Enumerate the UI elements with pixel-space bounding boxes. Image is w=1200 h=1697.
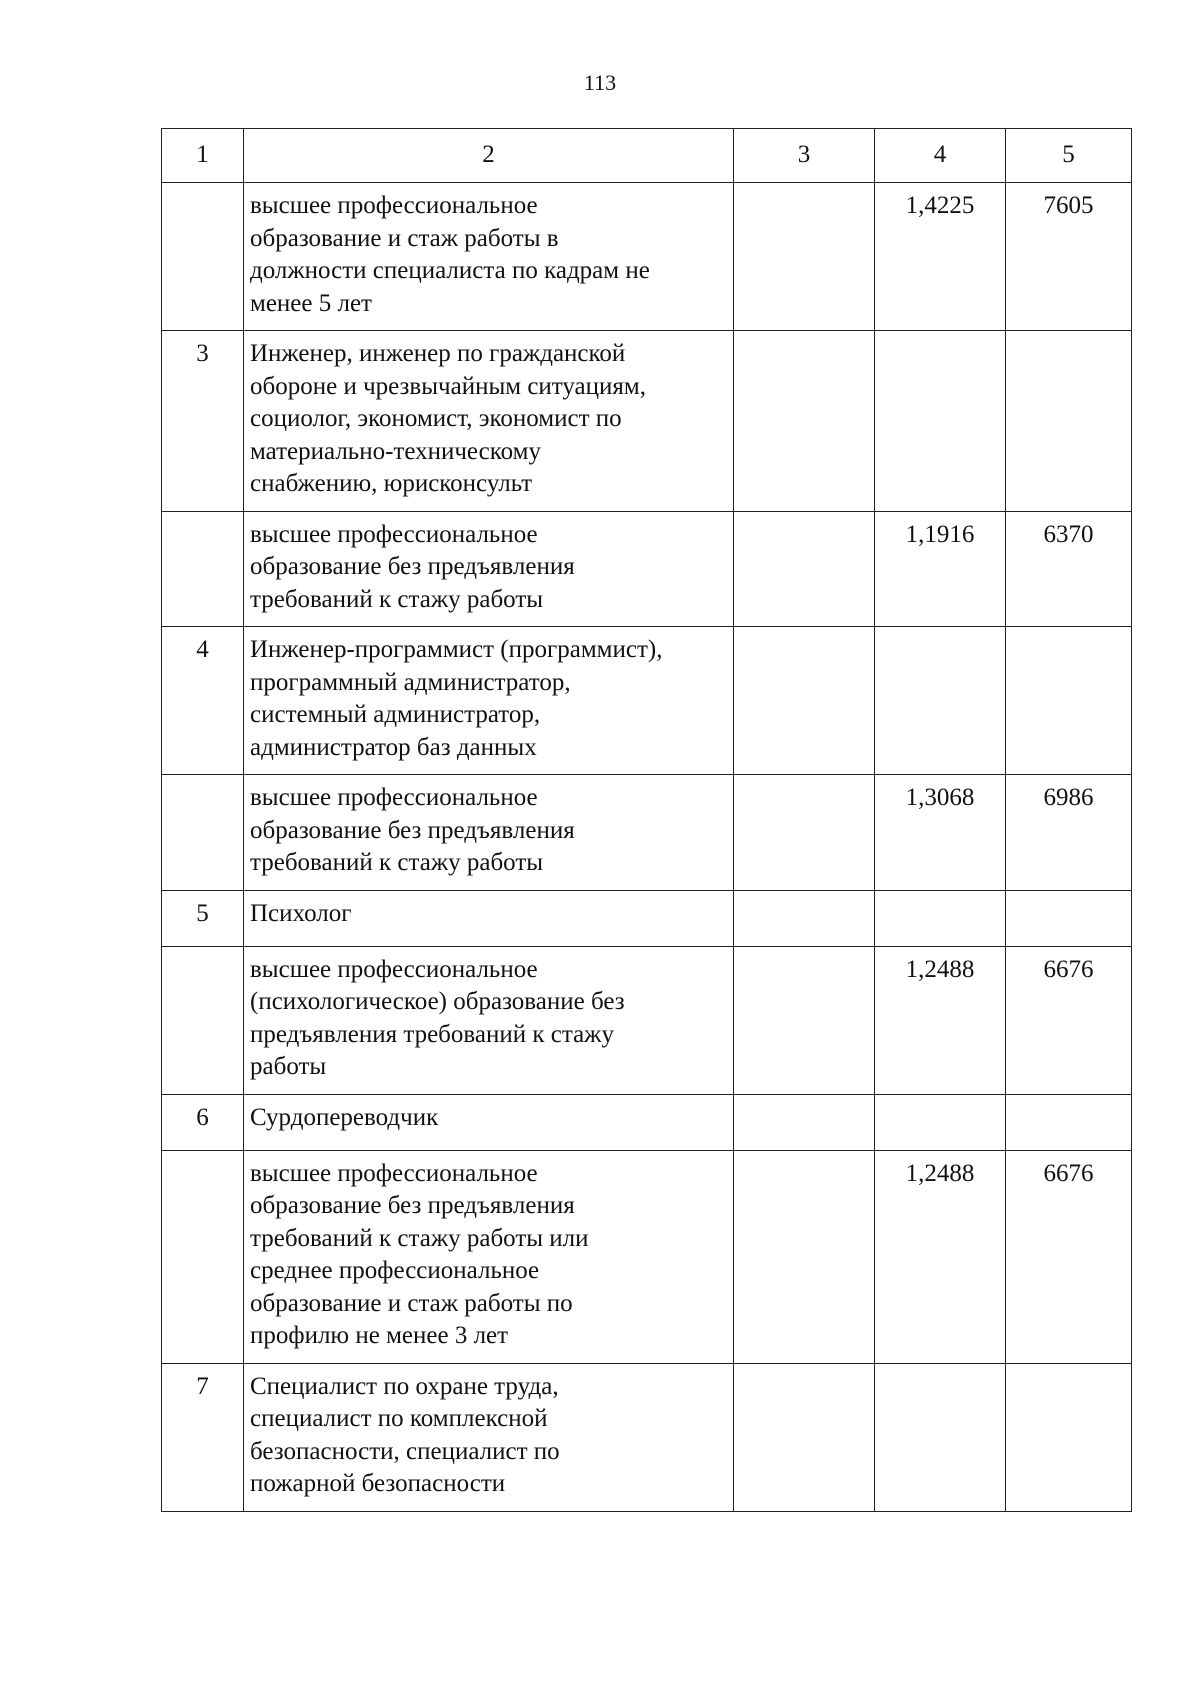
row-number	[162, 775, 244, 891]
header-col-5: 5	[1006, 129, 1132, 183]
column-3-cell	[734, 1094, 875, 1150]
coefficient-cell	[875, 331, 1006, 512]
row-number: 5	[162, 890, 244, 946]
position-description: высшее профессиональное (психологическое) образование без предъявления требований к стажу работы	[244, 946, 734, 1094]
coefficient-cell: 1,3068	[875, 775, 1006, 891]
salary-cell	[1006, 627, 1132, 775]
coefficient-cell	[875, 627, 1006, 775]
coefficient-cell: 1,1916	[875, 511, 1006, 627]
column-3-cell	[734, 331, 875, 512]
position-title: Инженер, инженер по гражданской обороне и чрезвычайным ситуациям, социолог, экономист, экономист по материально-техническому снабжению, юрисконсульт	[244, 331, 734, 512]
row-number	[162, 946, 244, 1094]
table-row	[162, 183, 1132, 331]
coefficient-cell	[875, 1094, 1006, 1150]
table-row	[162, 1094, 1132, 1150]
table-row	[162, 775, 1132, 891]
table-row	[162, 511, 1132, 627]
table-row	[162, 946, 1132, 1094]
salary-cell: 6370	[1006, 511, 1132, 627]
coefficient-cell: 1,2488	[875, 946, 1006, 1094]
column-3-cell	[734, 1363, 875, 1511]
header-col-1: 1	[162, 129, 244, 183]
position-title: Сурдопереводчик	[244, 1094, 734, 1150]
row-number	[162, 183, 244, 331]
position-title: Инженер-программист (программист), программный администратор, системный администратор, администратор баз данных	[244, 627, 734, 775]
row-number: 6	[162, 1094, 244, 1150]
salary-cell	[1006, 1094, 1132, 1150]
column-3-cell	[734, 1150, 875, 1363]
column-3-cell	[734, 890, 875, 946]
salary-cell: 7605	[1006, 183, 1132, 331]
coefficient-cell	[875, 1363, 1006, 1511]
column-3-cell	[734, 946, 875, 1094]
table-row	[162, 890, 1132, 946]
position-description: высшее профессиональное образование без предъявления требований к стажу работы	[244, 775, 734, 891]
column-3-cell	[734, 627, 875, 775]
row-number: 3	[162, 331, 244, 512]
row-number: 4	[162, 627, 244, 775]
table-header-row	[162, 129, 1132, 183]
salary-cell	[1006, 890, 1132, 946]
coefficient-cell	[875, 890, 1006, 946]
position-description: высшее профессиональное образование без предъявления требований к стажу работы	[244, 511, 734, 627]
coefficient-cell: 1,4225	[875, 183, 1006, 331]
salary-cell: 6676	[1006, 1150, 1132, 1363]
position-title: Психолог	[244, 890, 734, 946]
header-col-3: 3	[734, 129, 875, 183]
salary-cell: 6676	[1006, 946, 1132, 1094]
column-3-cell	[734, 775, 875, 891]
salary-cell: 6986	[1006, 775, 1132, 891]
row-number	[162, 511, 244, 627]
position-description: высшее профессиональное образование и стаж работы в должности специалиста по кадрам не менее 5 лет	[244, 183, 734, 331]
header-col-2: 2	[244, 129, 734, 183]
coefficient-cell: 1,2488	[875, 1150, 1006, 1363]
table-row	[162, 1363, 1132, 1511]
row-number: 7	[162, 1363, 244, 1511]
row-number	[162, 1150, 244, 1363]
position-title: Специалист по охране труда, специалист по комплексной безопасности, специалист по пожарной безопасности	[244, 1363, 734, 1511]
page-number: 113	[583, 70, 617, 95]
column-3-cell	[734, 511, 875, 627]
column-3-cell	[734, 183, 875, 331]
salary-cell	[1006, 1363, 1132, 1511]
salary-cell	[1006, 331, 1132, 512]
salary-table	[161, 128, 1132, 1512]
table-row	[162, 331, 1132, 512]
table-row	[162, 1150, 1132, 1363]
position-description: высшее профессиональное образование без предъявления требований к стажу работы или среднее профессиональное образование и стаж работы по профилю не менее 3 лет	[244, 1150, 734, 1363]
table-row	[162, 627, 1132, 775]
header-col-4: 4	[875, 129, 1006, 183]
